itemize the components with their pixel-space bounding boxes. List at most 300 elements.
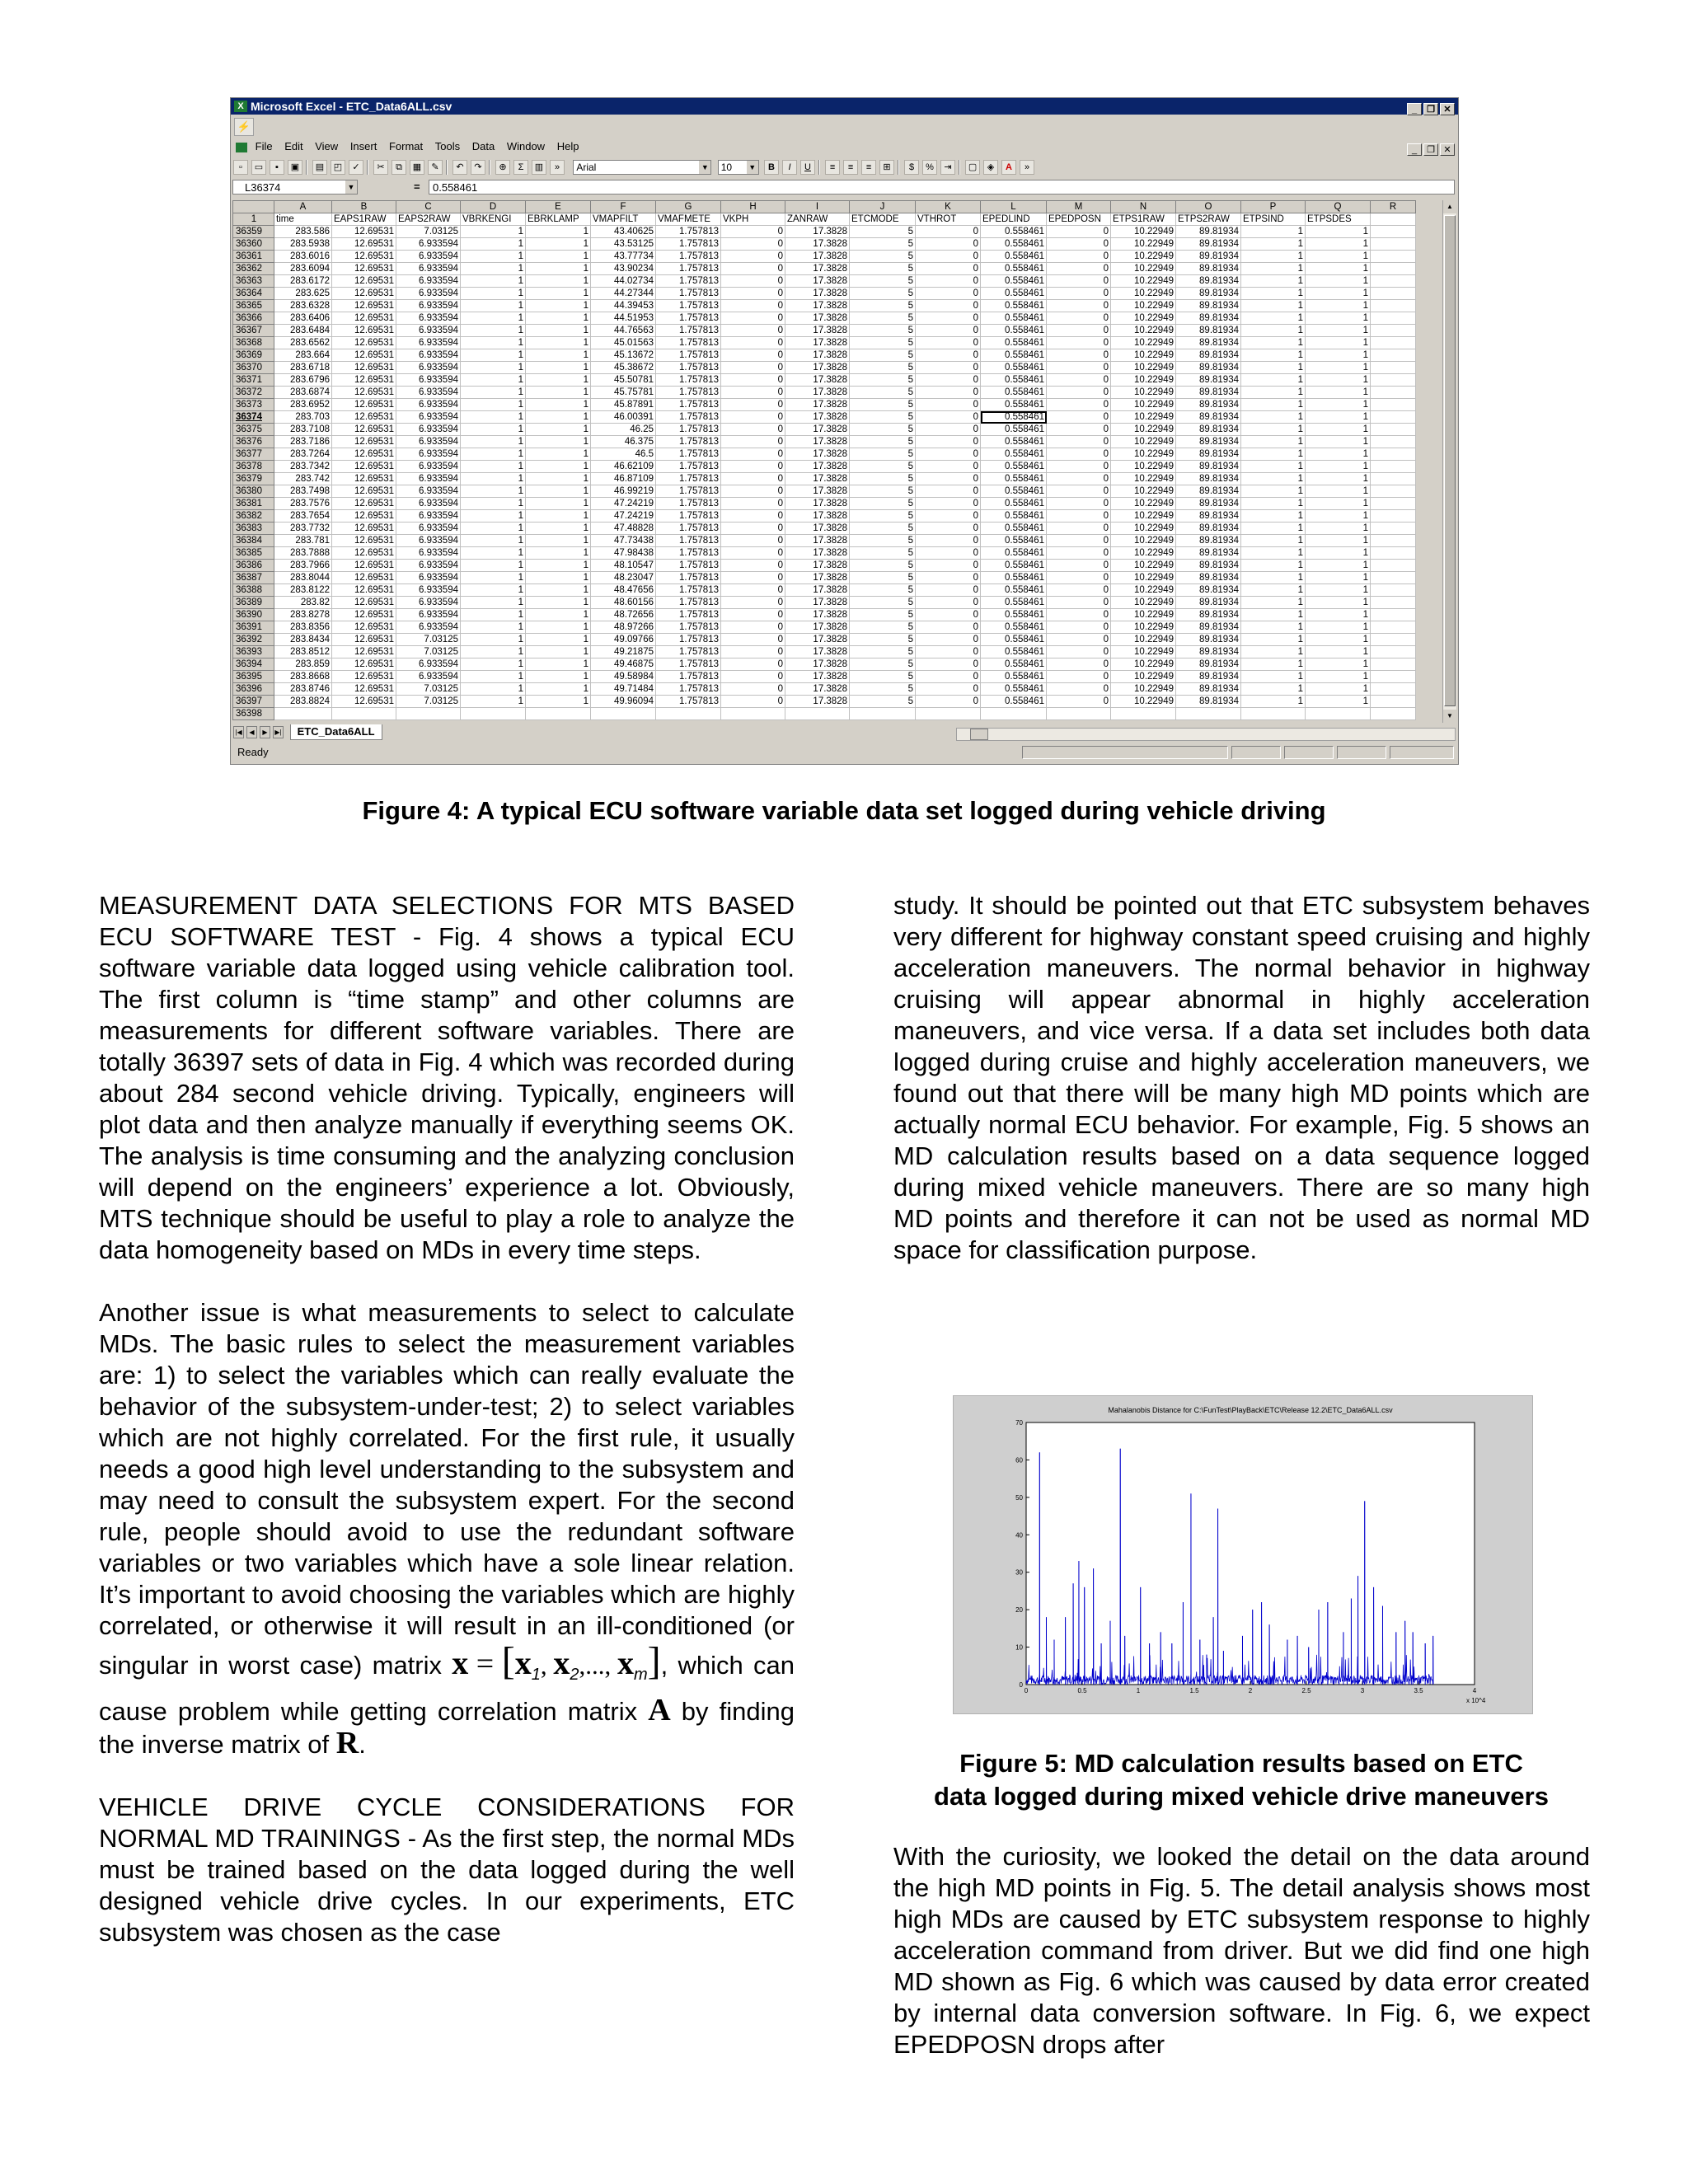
cell[interactable]: 12.69531 (332, 658, 396, 671)
cell[interactable]: 6.933594 (396, 288, 461, 300)
cell[interactable]: 1 (461, 374, 526, 387)
cell[interactable]: 1 (461, 362, 526, 374)
cell[interactable]: 17.3828 (785, 671, 850, 683)
row-header[interactable]: 36368 (233, 337, 274, 349)
cell[interactable]: 0 (721, 349, 785, 362)
cell[interactable]: 283.7342 (274, 461, 332, 473)
cell[interactable]: 283.7264 (274, 448, 332, 461)
cell[interactable] (1371, 634, 1416, 646)
cell[interactable]: 5 (850, 560, 916, 572)
cell[interactable]: 12.69531 (332, 560, 396, 572)
cell[interactable]: 1.757813 (656, 226, 721, 238)
cell[interactable]: 1 (1306, 498, 1371, 510)
cell[interactable]: 1 (1306, 609, 1371, 621)
cell[interactable]: 0 (1047, 510, 1111, 523)
cell[interactable]: 5 (850, 461, 916, 473)
cell[interactable]: 12.69531 (332, 473, 396, 485)
cell[interactable]: 10.22949 (1111, 473, 1176, 485)
cell[interactable] (1371, 584, 1416, 597)
vertical-scrollbar[interactable] (1442, 200, 1456, 723)
cell[interactable] (1371, 213, 1416, 226)
cell[interactable]: 5 (850, 634, 916, 646)
restore-icon[interactable]: ❐ (1423, 103, 1438, 115)
cell[interactable]: 89.81934 (1176, 485, 1241, 498)
cell[interactable]: 0 (721, 572, 785, 584)
horizontal-scrollbar[interactable] (956, 728, 1456, 741)
cell[interactable]: 5 (850, 325, 916, 337)
cell[interactable]: 5 (850, 387, 916, 399)
cell[interactable]: 17.3828 (785, 646, 850, 658)
cell[interactable]: 0 (1047, 696, 1111, 708)
row-header[interactable]: 36393 (233, 646, 274, 658)
row-header[interactable]: 36372 (233, 387, 274, 399)
cell[interactable]: 1 (1306, 473, 1371, 485)
cell[interactable]: ETPS1RAW (1111, 213, 1176, 226)
cell[interactable]: 17.3828 (785, 238, 850, 251)
cell[interactable]: 0.558461 (981, 275, 1047, 288)
cell[interactable]: 89.81934 (1176, 510, 1241, 523)
cell[interactable]: 283.7108 (274, 424, 332, 436)
cell[interactable]: 6.933594 (396, 300, 461, 312)
cell[interactable]: I (785, 201, 850, 213)
row-header[interactable]: 36367 (233, 325, 274, 337)
cell[interactable]: 1 (526, 436, 591, 448)
cell[interactable]: 1.757813 (656, 621, 721, 634)
cell[interactable]: 46.375 (591, 436, 656, 448)
cell[interactable]: 0.558461 (981, 263, 1047, 275)
cell[interactable]: 1 (1306, 584, 1371, 597)
cell[interactable]: 1.757813 (656, 325, 721, 337)
cell[interactable]: 17.3828 (785, 461, 850, 473)
cell[interactable]: 89.81934 (1176, 572, 1241, 584)
cell[interactable]: 1 (526, 374, 591, 387)
cell[interactable]: 1 (1241, 523, 1306, 535)
undo-icon[interactable]: ↶ (452, 160, 467, 175)
cell[interactable]: 6.933594 (396, 399, 461, 411)
cell[interactable]: 45.13672 (591, 349, 656, 362)
cell[interactable] (1371, 337, 1416, 349)
align-center-icon[interactable]: ≡ (843, 160, 858, 175)
row-header[interactable]: 36369 (233, 349, 274, 362)
cell[interactable]: 0.558461 (981, 238, 1047, 251)
cell[interactable]: 0 (721, 226, 785, 238)
cell[interactable]: 44.02734 (591, 275, 656, 288)
autosum-icon[interactable]: Σ (513, 160, 528, 175)
cell[interactable]: 0.558461 (981, 609, 1047, 621)
cell[interactable]: 0 (1047, 387, 1111, 399)
cell[interactable]: 5 (850, 251, 916, 263)
cell[interactable]: 0 (1047, 634, 1111, 646)
row-header[interactable]: 36390 (233, 609, 274, 621)
cell[interactable]: 1 (1306, 510, 1371, 523)
cell[interactable]: 17.3828 (785, 584, 850, 597)
cell[interactable]: 0.558461 (981, 349, 1047, 362)
cell[interactable]: 1.757813 (656, 634, 721, 646)
cell[interactable]: 1.757813 (656, 658, 721, 671)
cell[interactable]: 1.757813 (656, 560, 721, 572)
cell[interactable]: 17.3828 (785, 226, 850, 238)
toolbar-more-icon[interactable]: » (1020, 160, 1034, 175)
cell[interactable]: 0.558461 (981, 312, 1047, 325)
cell[interactable]: 17.3828 (785, 572, 850, 584)
cell[interactable]: 89.81934 (1176, 535, 1241, 547)
cell[interactable]: 1 (1306, 535, 1371, 547)
cell[interactable] (1371, 523, 1416, 535)
cell[interactable]: 1.757813 (656, 683, 721, 696)
cell[interactable] (1111, 708, 1176, 720)
cell[interactable]: 47.24219 (591, 498, 656, 510)
cell[interactable]: 1 (1306, 696, 1371, 708)
cell[interactable]: 5 (850, 485, 916, 498)
cell[interactable]: 5 (850, 510, 916, 523)
toolbar-more-icon[interactable]: » (550, 160, 565, 175)
cell[interactable]: 0 (916, 275, 981, 288)
cell[interactable]: 1 (526, 658, 591, 671)
cell[interactable]: 5 (850, 658, 916, 671)
cell[interactable]: 0 (1047, 399, 1111, 411)
cell[interactable] (1371, 374, 1416, 387)
cell[interactable]: 0 (916, 535, 981, 547)
cell[interactable]: L (981, 201, 1047, 213)
row-header[interactable]: 36363 (233, 275, 274, 288)
cell[interactable]: 17.3828 (785, 696, 850, 708)
cell[interactable] (1371, 275, 1416, 288)
cell[interactable]: 0 (916, 300, 981, 312)
cell[interactable]: 10.22949 (1111, 683, 1176, 696)
cell[interactable]: 0 (721, 510, 785, 523)
cell[interactable]: 0.558461 (981, 535, 1047, 547)
cell[interactable]: 1 (1241, 547, 1306, 560)
cell[interactable]: EAPS2RAW (396, 213, 461, 226)
cell[interactable]: 10.22949 (1111, 535, 1176, 547)
cell[interactable]: 17.3828 (785, 485, 850, 498)
print-preview-icon[interactable]: ◰ (331, 160, 345, 175)
cell[interactable]: 89.81934 (1176, 362, 1241, 374)
cell[interactable]: ETCMODE (850, 213, 916, 226)
cell[interactable]: 0 (916, 312, 981, 325)
cell[interactable]: 0 (1047, 300, 1111, 312)
cell[interactable]: 49.46875 (591, 658, 656, 671)
cell[interactable] (1371, 498, 1416, 510)
cell[interactable]: 10.22949 (1111, 275, 1176, 288)
cell[interactable]: 1 (461, 226, 526, 238)
cell[interactable]: 49.71484 (591, 683, 656, 696)
cell[interactable]: 0 (916, 424, 981, 436)
cell[interactable] (1371, 424, 1416, 436)
cell[interactable] (461, 708, 526, 720)
cell[interactable]: 17.3828 (785, 609, 850, 621)
cell[interactable]: 0.558461 (981, 597, 1047, 609)
cell[interactable]: 0 (916, 288, 981, 300)
cell[interactable]: 0.558461 (981, 510, 1047, 523)
cell[interactable]: 1 (526, 362, 591, 374)
cell[interactable]: 1 (461, 238, 526, 251)
cell[interactable]: 47.73438 (591, 535, 656, 547)
cell[interactable]: 89.81934 (1176, 523, 1241, 535)
cell[interactable]: 5 (850, 374, 916, 387)
name-box[interactable] (232, 180, 358, 194)
cell[interactable]: 1 (1306, 597, 1371, 609)
cell[interactable]: 48.23047 (591, 572, 656, 584)
row-header[interactable]: 36387 (233, 572, 274, 584)
cell[interactable]: 0 (721, 374, 785, 387)
cell[interactable]: 12.69531 (332, 498, 396, 510)
cell[interactable]: 0.558461 (981, 226, 1047, 238)
cell[interactable]: 46.99219 (591, 485, 656, 498)
cell[interactable]: 0 (721, 658, 785, 671)
close-icon[interactable]: ✕ (1440, 103, 1455, 115)
cell[interactable]: 10.22949 (1111, 399, 1176, 411)
cell[interactable]: 0.558461 (981, 411, 1047, 424)
cell[interactable]: 1 (1241, 510, 1306, 523)
cell[interactable]: 0 (1047, 374, 1111, 387)
cell[interactable]: 1 (461, 387, 526, 399)
cell[interactable]: 1 (1241, 621, 1306, 634)
cell[interactable]: 1.757813 (656, 251, 721, 263)
cell[interactable]: 1 (461, 597, 526, 609)
cell[interactable]: 0.558461 (981, 362, 1047, 374)
cell[interactable]: 0 (916, 473, 981, 485)
cell[interactable]: 5 (850, 535, 916, 547)
cell[interactable]: 1 (1241, 374, 1306, 387)
cell[interactable]: 1 (461, 461, 526, 473)
cell[interactable]: 1 (1241, 597, 1306, 609)
cell[interactable]: 283.6874 (274, 387, 332, 399)
cell[interactable]: 89.81934 (1176, 337, 1241, 349)
cell[interactable]: 1.757813 (656, 473, 721, 485)
menu-tools[interactable]: Tools (434, 140, 461, 152)
cell[interactable]: 5 (850, 226, 916, 238)
cell[interactable]: 1 (1306, 461, 1371, 473)
cell[interactable]: 5 (850, 448, 916, 461)
cell[interactable]: 1 (461, 683, 526, 696)
cell[interactable]: 49.09766 (591, 634, 656, 646)
cell[interactable]: 1.757813 (656, 461, 721, 473)
cell[interactable]: 43.40625 (591, 226, 656, 238)
cell[interactable]: 17.3828 (785, 424, 850, 436)
cell[interactable]: 0 (721, 399, 785, 411)
cell[interactable]: 12.69531 (332, 683, 396, 696)
cell[interactable]: 5 (850, 300, 916, 312)
cell[interactable]: 1 (461, 535, 526, 547)
cell[interactable]: 0 (721, 275, 785, 288)
cell[interactable]: 89.81934 (1176, 275, 1241, 288)
cell[interactable]: 0.558461 (981, 646, 1047, 658)
cell[interactable]: time (274, 213, 332, 226)
cell[interactable]: 7.03125 (396, 646, 461, 658)
cell[interactable]: D (461, 201, 526, 213)
cell[interactable]: 5 (850, 498, 916, 510)
cell[interactable]: 48.10547 (591, 560, 656, 572)
cell[interactable]: 17.3828 (785, 448, 850, 461)
cell[interactable]: 0 (916, 387, 981, 399)
row-header[interactable]: 36362 (233, 263, 274, 275)
cell[interactable] (1371, 597, 1416, 609)
cell[interactable]: 89.81934 (1176, 238, 1241, 251)
cell[interactable]: 10.22949 (1111, 325, 1176, 337)
cell[interactable]: 6.933594 (396, 621, 461, 634)
cell[interactable]: 89.81934 (1176, 288, 1241, 300)
cell[interactable]: 1 (1306, 300, 1371, 312)
cell[interactable]: 1 (526, 597, 591, 609)
cell[interactable]: 1 (526, 473, 591, 485)
cell[interactable]: 1 (526, 584, 591, 597)
cell[interactable]: 17.3828 (785, 263, 850, 275)
cell[interactable]: 0.558461 (981, 374, 1047, 387)
cell[interactable]: 1 (1306, 436, 1371, 448)
cell[interactable]: 17.3828 (785, 337, 850, 349)
cell[interactable]: 10.22949 (1111, 362, 1176, 374)
cell[interactable]: 1.757813 (656, 572, 721, 584)
cell[interactable]: 1 (1241, 683, 1306, 696)
cell[interactable]: 1 (526, 226, 591, 238)
cell[interactable]: 0 (1047, 312, 1111, 325)
minimize-icon[interactable]: _ (1407, 103, 1422, 115)
cell[interactable]: 46.00391 (591, 411, 656, 424)
cell[interactable]: 1.757813 (656, 424, 721, 436)
cell[interactable]: 1 (1306, 325, 1371, 337)
cell[interactable]: 283.8512 (274, 646, 332, 658)
cell[interactable]: 17.3828 (785, 621, 850, 634)
cell[interactable]: 0 (1047, 362, 1111, 374)
cell[interactable]: 12.69531 (332, 275, 396, 288)
cell[interactable]: 48.72656 (591, 609, 656, 621)
cell[interactable]: 0 (916, 646, 981, 658)
cell[interactable]: 0 (721, 696, 785, 708)
cell[interactable]: 12.69531 (332, 646, 396, 658)
cell[interactable]: 0 (1047, 523, 1111, 535)
cell[interactable]: 10.22949 (1111, 671, 1176, 683)
cell[interactable]: 89.81934 (1176, 584, 1241, 597)
cell[interactable] (1306, 708, 1371, 720)
cell[interactable]: 1 (461, 510, 526, 523)
cell[interactable]: 89.81934 (1176, 399, 1241, 411)
cell[interactable]: 0.558461 (981, 634, 1047, 646)
cell[interactable]: 45.01563 (591, 337, 656, 349)
cell[interactable] (1371, 238, 1416, 251)
cell[interactable]: 6.933594 (396, 510, 461, 523)
cell[interactable]: 1 (526, 411, 591, 424)
cell[interactable]: 6.933594 (396, 251, 461, 263)
underline-icon[interactable]: U (800, 160, 815, 175)
cell[interactable]: 1 (526, 399, 591, 411)
cell[interactable]: 0 (1047, 547, 1111, 560)
cell[interactable]: 1 (526, 424, 591, 436)
chart-wizard-icon[interactable]: ▥ (532, 160, 546, 175)
cell[interactable]: 1 (1241, 399, 1306, 411)
cell[interactable]: 0 (721, 325, 785, 337)
cell[interactable]: 43.90234 (591, 263, 656, 275)
borders-icon[interactable]: ▢ (965, 160, 980, 175)
cell[interactable]: 283.6172 (274, 275, 332, 288)
cell[interactable]: 0 (721, 498, 785, 510)
cell[interactable] (1371, 325, 1416, 337)
cell[interactable]: 12.69531 (332, 523, 396, 535)
cell[interactable]: F (591, 201, 656, 213)
cell[interactable]: 89.81934 (1176, 436, 1241, 448)
cell[interactable]: 1 (526, 510, 591, 523)
cell[interactable]: H (721, 201, 785, 213)
cell[interactable]: 0.558461 (981, 523, 1047, 535)
cell[interactable]: 5 (850, 523, 916, 535)
cell[interactable]: 0 (721, 263, 785, 275)
cell[interactable]: 0 (721, 609, 785, 621)
cell[interactable]: 1.757813 (656, 349, 721, 362)
cell[interactable]: 0 (1047, 226, 1111, 238)
cell[interactable]: 283.703 (274, 411, 332, 424)
cell[interactable]: 0.558461 (981, 658, 1047, 671)
row-header[interactable]: 36366 (233, 312, 274, 325)
row-header[interactable]: 36383 (233, 523, 274, 535)
row-header[interactable]: 36396 (233, 683, 274, 696)
cell[interactable]: 5 (850, 646, 916, 658)
cell[interactable]: 0 (721, 671, 785, 683)
cell[interactable]: 1 (1306, 683, 1371, 696)
cell[interactable]: 1.757813 (656, 275, 721, 288)
cell[interactable]: 89.81934 (1176, 547, 1241, 560)
cell[interactable]: 10.22949 (1111, 387, 1176, 399)
cell[interactable]: 12.69531 (332, 436, 396, 448)
cell[interactable]: EPEDPOSN (1047, 213, 1111, 226)
merge-center-icon[interactable]: ⊞ (879, 160, 894, 175)
cell[interactable]: 1 (461, 671, 526, 683)
cell[interactable]: 1 (1306, 312, 1371, 325)
cell[interactable]: 0 (721, 411, 785, 424)
cell[interactable]: 1 (1241, 411, 1306, 424)
cell[interactable]: 1.757813 (656, 597, 721, 609)
row-header[interactable]: 36381 (233, 498, 274, 510)
cell[interactable]: 0 (721, 424, 785, 436)
cell[interactable]: 10.22949 (1111, 646, 1176, 658)
cell[interactable]: 1 (526, 634, 591, 646)
cell[interactable]: 12.69531 (332, 325, 396, 337)
cell[interactable] (1371, 683, 1416, 696)
cell[interactable]: VTHROT (916, 213, 981, 226)
cell[interactable]: 283.6718 (274, 362, 332, 374)
cell[interactable]: 6.933594 (396, 560, 461, 572)
cell[interactable] (1371, 288, 1416, 300)
cell[interactable]: 0.558461 (981, 387, 1047, 399)
cell[interactable]: 17.3828 (785, 362, 850, 374)
cell[interactable]: 10.22949 (1111, 424, 1176, 436)
cell[interactable]: 6.933594 (396, 658, 461, 671)
cell[interactable]: 5 (850, 671, 916, 683)
cell[interactable]: 1 (526, 312, 591, 325)
cell[interactable]: 1 (1241, 485, 1306, 498)
cell[interactable]: 283.7732 (274, 523, 332, 535)
cell[interactable]: 0.558461 (981, 671, 1047, 683)
menu-window[interactable]: Window (506, 140, 546, 152)
cell[interactable]: 0 (916, 263, 981, 275)
permission-icon[interactable]: ▣ (288, 160, 302, 175)
cell[interactable]: 12.69531 (332, 226, 396, 238)
cell[interactable]: 283.82 (274, 597, 332, 609)
cell[interactable]: 1 (461, 325, 526, 337)
cell[interactable]: R (1371, 201, 1416, 213)
cell[interactable]: 1 (1241, 263, 1306, 275)
row-header[interactable]: 36371 (233, 374, 274, 387)
cell[interactable]: 89.81934 (1176, 448, 1241, 461)
cell[interactable]: 43.77734 (591, 251, 656, 263)
menu-view[interactable]: View (315, 140, 339, 152)
cell[interactable]: 1 (526, 448, 591, 461)
next-sheet-icon[interactable]: ▶ (260, 726, 270, 738)
save-icon[interactable]: ▪ (270, 160, 284, 175)
cell[interactable]: E (526, 201, 591, 213)
cell[interactable]: 0 (721, 387, 785, 399)
cell[interactable]: 0 (721, 683, 785, 696)
cell[interactable]: 0 (916, 671, 981, 683)
